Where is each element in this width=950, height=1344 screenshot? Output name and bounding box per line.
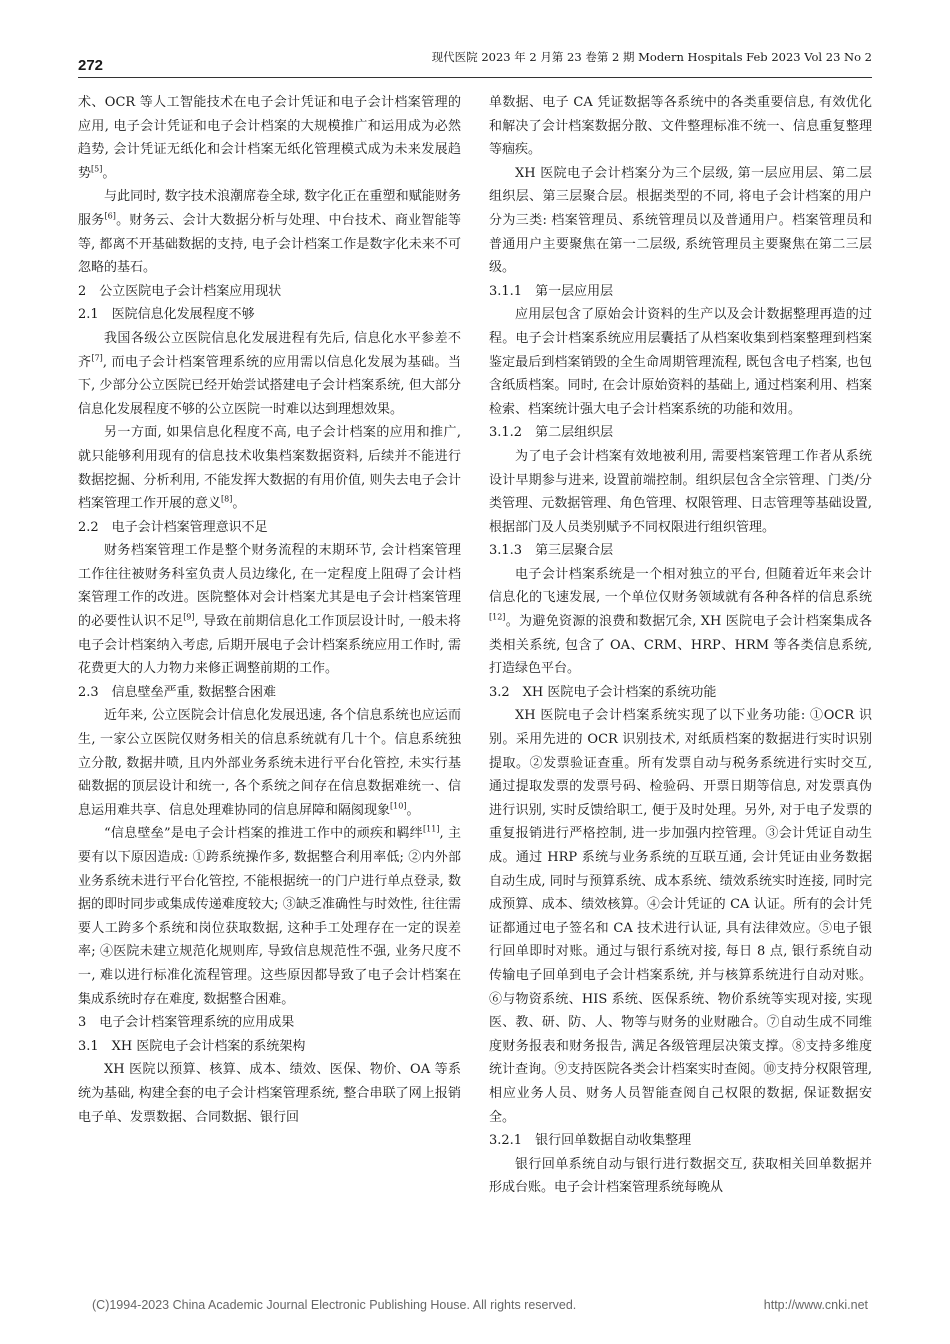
section-heading: 3 电子会计档案管理系统的应用成果 (78, 1015, 295, 1031)
paragraph: XH 医院电子会计档案系统实现了以下业务功能: ①OCR 识别。采用先进的 OCR 识别技术, 对纸质档案的数据进行实时识别提取。②发票验证查重。所有发票自动与税务系统进行实时交互, 通过提取发票的发票号码、检验码、开票日期等信息, 对发票真伪进行识别, 实时反馈给职工, 便于及时处理。另外, 对于电子发票的重复报销进行严格控制, 进一步加强内控管理。③会计凭证自动生成。通过 HRP 系统与业务系统的互联互通, 会计凭证由业务数据自动生成, 同时与预算系统、成本系统、绩效系统实时连接, 同时完成预算、成本、绩效核算。④会计凭证的 CA 认证。所有的会计凭证都通过电子签名和 CA 技术进行认证, 具有法律效应。⑤电子银行回单即时对账。通过与银行系统对接, 每日 8 点, 银行系统自动传输电子回单到电子会计档案系统, 并与核算系统进行自动对账。⑥与物资系统、HIS 系统、医保系统、物价系统等实现对接, 实现医、教、研、防、人、物等与财务的业财融合。⑦自动生成不同维度财务报表和财务报告, 满足各级管理层决策支撑。⑧支持多维度统计查询。⑨支持医院各类会计档案实时查阅。⑩支持分权限管理, 相应业务人员、财务人员智能查阅自己权限的数据, 保证数据安全。 (489, 708, 872, 1125)
paragraph: 另一方面, 如果信息化程度不高, 电子会计档案的应用和推广, 就只能够利用现有的信息技术收集档案数据资料, 后续并不能进行数据挖掘、分析利用, 不能发挥大数据的有用价值, 则失去电子会计档案管理工作开展的意义[8]。 (78, 425, 461, 512)
paragraph: 我国各级公立医院信息化发展进程有先后, 信息化水平参差不齐[7], 而电子会计档案管理系统的应用需以信息化发展为基础。当下, 少部分公立医院已经开始尝试搭建电子会计档案系统, 但大部分信息化发展程度不够的公立医院一时难以达到理想效果。 (78, 330, 461, 417)
subsection-heading: 3.2.1 银行回单数据自动收集整理 (489, 1133, 692, 1149)
citation: [12] (489, 612, 506, 622)
left-column (78, 91, 461, 1129)
right-column (489, 91, 872, 1200)
citation: [7] (91, 353, 103, 363)
paragraph: “信息壁垒”是电子会计档案的推进工作中的顽疾和羁绊[11], 主要有以下原因造成: ①跨系统操作多, 数据整合利用率低; ②内外部业务系统未进行平台化管控, 不能根据统一的门户进行单点登录, 数据的即时同步或集成传递难度较大; ③缺乏准确性与时效性, 往往需要人工跨多个系统和岗位获取数据, 这种手工处理存在一定的误差率; ④医院未建立规范化规则库, 导致信息规范性不强, 业务尺度不一, 难以进行标准化流程管理。这些原因都导致了电子会计档案在集成系统时存在难度, 数据整合困难。 (78, 825, 462, 1007)
subsection-heading: 2.1 医院信息化发展程度不够 (78, 307, 255, 323)
citation: [8] (221, 494, 233, 504)
paragraph: 为了电子会计档案有效地被利用, 需要档案管理工作者从系统设计早期参与进来, 设置前端控制。组织层包含全宗管理、门类/分类管理、元数据管理、角色管理、权限管理、日志管理等基础设置, 根据部门及人员类别赋予不同权限进行组织管理。 (489, 448, 872, 535)
paragraph: 应用层包含了原始会计资料的生产以及会计数据整理再造的过程。电子会计档案系统应用层囊括了从档案收集到档案整理到档案鉴定最后到档案销毁的全生命周期管理流程, 既包含电子档案, 也包含纸质档案。同时, 在会计原始资料的基础上, 通过档案利用、档案检索、档案统计强大电子会计档案系统的功能和效用。 (489, 307, 872, 417)
subsection-heading: 2.2 电子会计档案管理意识不足 (78, 519, 268, 535)
subsection-heading: 3.1.2 第二层组织层 (489, 425, 614, 441)
paragraph: XH 医院电子会计档案分为三个层级, 第一层应用层、第二层组织层、第三层聚合层。根据类型的不同, 将电子会计档案的用户分为三类: 档案管理员、系统管理员以及普通用户。档案管理员和普通用户主要聚焦在第一二层级, 系统管理员主要聚焦在第二三层级。 (489, 165, 872, 276)
citation: [10] (390, 801, 407, 811)
subsection-heading: 3.1.1 第一层应用层 (489, 283, 614, 299)
paragraph: 术、OCR 等人工智能技术在电子会计凭证和电子会计档案管理的应用, 电子会计凭证和电子会计档案的大规模推广和运用成为必然趋势, 会计凭证无纸化和会计档案无纸化管理模式成为未来发展趋势[5]。 (78, 95, 461, 181)
subsection-heading: 2.3 信息壁垒严重, 数据整合困难 (78, 684, 276, 700)
citation: [5] (91, 164, 103, 174)
paragraph: 财务档案管理工作是整个财务流程的末期环节, 会计档案管理工作往往被财务科室负责人员边缘化, 在一定程度上阻碍了会计档案管理工作的改进。医院整体对会计档案尤其是电子会计档案管理的必要性认识不足[9], 导致在前期信息化工作顶层设计时, 一般未将电子会计档案纳入考虑, 后期开展电子会计档案系统应用工作时, 需花费更大的人力物力来修正调整前期的工作。 (78, 543, 461, 677)
section-heading: 2 公立医院电子会计档案应用现状 (78, 283, 282, 299)
paragraph: 银行回单系统自动与银行进行数据交互, 获取相关回单数据并形成台账。电子会计档案管理系统每晚从 (489, 1156, 872, 1196)
paragraph: 单数据、电子 CA 凭证数据等各系统中的各类重要信息, 有效优化和解决了会计档案数据分散、文件整理标准不统一、信息重复整理等痼疾。 (489, 95, 872, 158)
paragraph: 与此同时, 数字技术浪潮席卷全球, 数字化正在重塑和赋能财务服务[6]。财务云、会计大数据分析与处理、中台技术、商业智能等等, 都离不开基础数据的支持, 电子会计档案工作是数字化未来不可忽略的基石。 (78, 189, 461, 276)
running-head: 现代医院 2023 年 2 月第 23 卷第 2 期 Modern Hospitals Feb 2023 Vol 23 No 2 (431, 50, 872, 64)
footer-url[interactable]: http://www.cnki.net (763, 1298, 868, 1312)
subsection-heading: 3.1.3 第三层聚合层 (489, 543, 614, 559)
subsection-heading: 3.1 XH 医院电子会计档案的系统架构 (78, 1038, 306, 1054)
paragraph: 电子会计档案系统是一个相对独立的平台, 但随着近年来会计信息化的飞速发展, 一个单位仅财务领域就有各种各样的信息系统[12]。为避免资源的浪费和数据冗余, XH 医院电子会计档案集成各类相关系统, 包含了 OA、CRM、HRP、HRM 等各类信息系统, 打造绿色平台。 (489, 566, 872, 677)
citation: [9] (183, 612, 195, 622)
subsection-heading: 3.2 XH 医院电子会计档案的系统功能 (489, 684, 717, 700)
citation: [6] (104, 211, 116, 221)
paragraph: 近年来, 公立医院会计信息化发展迅速, 各个信息系统也应运而生, 一家公立医院仅财务相关的信息系统就有几十个。信息系统独立分散, 数据井喷, 且内外部业务系统未进行平台化管控, 未实行基础数据的顶层设计和统一, 各个系统之间存在信息数据难统一、信息运用难共享、信息处理难协同的信息屏障和隔阂现象[10]。 (78, 708, 461, 818)
header-rule (78, 77, 872, 78)
page-number: 272 (78, 57, 104, 74)
citation: [11] (423, 825, 440, 835)
copyright-footer: (C)1994-2023 China Academic Journal Electronic Publishing House. All rights reserved. (92, 1298, 577, 1312)
paragraph: XH 医院以预算、核算、成本、绩效、医保、物价、OA 等系统为基础, 构建全套的电子会计档案管理系统, 整合串联了网上报销电子单、发票数据、合同数据、银行回 (78, 1062, 461, 1125)
